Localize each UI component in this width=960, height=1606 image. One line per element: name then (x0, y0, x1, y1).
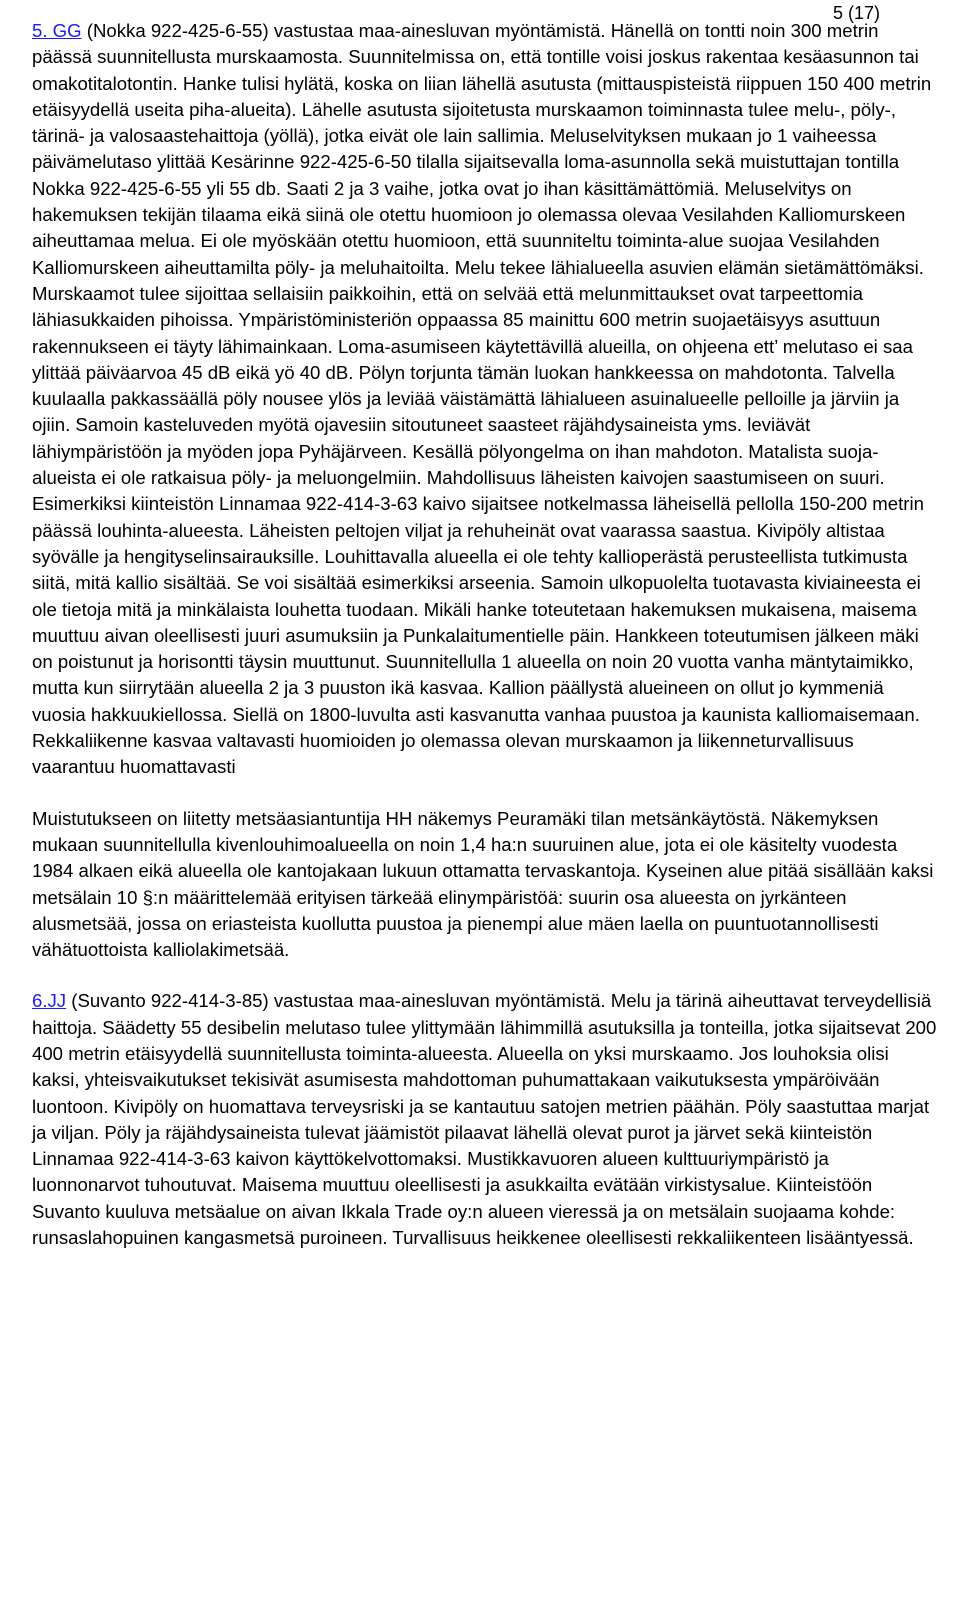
paragraph-text: (Nokka 922-425-6-55) vastustaa maa-ainesluvan myöntämistä. Hänellä on tontti noin 300 metrin päässä suunnitellusta murskaamosta. Suunnitelmissa on, että tontille voisi joskus rakentaa kesäasunnon tai omakotitalotontin. Hanke tulisi hylätä, koska on liian lähellä asutusta (mittauspisteistä riippuen 150 400 metrin etäisyydellä useita piha-alueita). Lähelle asutusta sijoitetusta murskaamon toiminnasta tulee melu-, pöly-, tärinä- ja valosaastehaittoja (yöllä), jotka eivät ole lain sallimia. Meluselvityksen mukaan jo 1 vaiheessa päivämelutaso ylittää Kesärinne 922-425-6-50 tilalla sijaitsevalla loma-asunnolla sekä muistuttajan tontilla Nokka 922-425-6-55 yli 55 db. Saati 2 ja 3 vaihe, jotka ovat jo ihan käsittämättömiä. Meluselvitys on hakemuksen tekijän tilaama eikä siinä ole otettu huomioon jo olemassa olevaa Vesilahden Kalliomurskeen aiheuttamaa melua. Ei ole myöskään otettu huomioon, että suunniteltu toiminta-alue suojaa Vesilahden Kalliomurskeen aiheuttamilta pöly- ja meluhaitoilta. Melu tekee lähialueella asuvien elämän sietämättömäksi. Murskaamot tulee sijoittaa sellaisiin paikkoihin, että on selvää että melunmittaukset ovat tarpeettomia lähiasukkaiden pihoissa. Ympäristöministeriön oppaassa 85 mainittu 600 metrin suojaetäisyys asuttuun rakennukseen ei täyty lähimainkaan. Loma-asumiseen käytettävillä alueilla, on ohjeena ett’ melutaso ei saa ylittää päiväarvoa 45 dB eikä yö 40 dB. Pölyn torjunta tämän luokan hankkeessa on mahdotonta. Talvella kuulaalla pakkassäällä pöly nousee ylös ja leviää väistämättä lähialueen asuinalueelle pelloille ja järviin ja ojiin. Samoin kasteluveden myötä ojavesiin sitoutuneet saasteet räjähdysaineista yms. leviävät lähiympäristöön ja myöden jopa Pyhäjärveen. Kesällä pölyongelma on ihan mahdoton. Matalista suoja-alueista ei ole ratkaisua pöly- ja meluongelmiin. Mahdollisuus läheisten kaivojen saastumiseen on suuri. Esimerkiksi kiinteistön Linnamaa 922-414-3-63 kaivo sijaitsee notkelmassa läheisellä pellolla 150-200 metrin päässä louhinta-alueesta. Läheisten peltojen viljat ja rehuheinät ovat vaarassa saastua. Kivipöly altistaa syövälle ja hengityselinsairauksille. Louhittavalla alueella ei ole tehty kallioperästä perusteellista tutkimusta siitä, mitä kallio sisältää. Se voi sisältää esimerkiksi arseenia. Samoin ulkopuolelta tuotavasta kiviaineesta ei ole tietoja mitä ja minkälaista louhetta tuodaan. Mikäli hanke toteutetaan hakemuksen mukaisena, maisema muuttuu aivan oleellisesti juuri asumuksiin ja Punkalaitumentielle päin. Hankkeen toteutumisen jälkeen mäki on poistunut ja horisontti täysin muuttunut. Suunnitellulla 1 alueella on noin 20 vuotta vanha mäntytaimikko, mutta kun siirrytään alueella 2 ja 3 puuston ikä kasvaa. Kallion päällystä alueineen on ollut jo kymmeniä vuosia hakkuukiellossa. Siellä on 1800-luvulta asti kasvanutta vanhaa puustoa ja kaunista kalliomaisemaan. Rekkaliikenne kasvaa valtavasti huomioiden jo olemassa olevan murskaamon ja liikenneturvallisuus vaarantuu huomattavasti (32, 20, 932, 778)
page-number: 5 (17) (832, 3, 880, 23)
paragraph-text: (Suvanto 922-414-3-85) vastustaa maa-ainesluvan myöntämistä. Melu ja tärinä aiheuttavat terveydellisiä haittoja. Säädetty 55 desibelin melutaso tulee ylittymään lähimmillä asutuksilla ja tonteilla, jotka sijaitsevat 200 400 metrin etäisyydellä suunnitellusta toiminta-alueesta. Alueella on yksi murskaamo. Jos louhoksia olisi kaksi, yhteisvaikutukset tekisivät asumisesta mahdottoman puhumattakaan vaikutuksesta ympäröivään luontoon. Kivipöly on huomattava terveysriski ja se kantautuu satojen metrien päähän. Pöly saastuttaa marjat ja viljan. Pöly ja räjähdysaineista tulevat jäämistöt pilaavat lähellä olevat purot ja järvet sekä kiinteistön Linnamaa 922-414-3-63 kaivon käyttökelvottomaksi. Mustikkavuoren alueen kulttuuriympäristö ja luonnonarvot tuhoutuvat. Maisema muuttuu oleellisesti ja asukkailta evätään virkistysalue. Kiinteistöön Suvanto kuuluva metsäalue on aivan Ikkala Trade oy:n alueen vieressä ja on metsälain suojaama kohde: runsaslahopuinen kangasmetsä puroineen. Turvallisuus heikkenee oleellisesti rekkaliikenteen lisääntyessä. (32, 990, 937, 1249)
paragraph-forestry-statement (32, 806, 937, 964)
document-body (32, 18, 937, 1251)
paragraph-text: Muistutukseen on liitetty metsäasiantuntija HH näkemys Peuramäki tilan metsänkäytöstä. Näkemyksen mukaan suunnitellulla kivenlouhimoalueella on noin 1,4 ha:n suuruinen alue, jota ei ole käsitelty vuodesta 1984 alkaen eikä alueella ole kantojakaan lukuun ottamatta tervaskantoja. Kyseinen alue pitää sisällään kaksi metsälain 10 §:n määrittelemää erityisen tärkeää elinympäristöä: suurin osa alueesta on jyrkänteen alusmetsää, jossa on eriasteista kuollutta puustoa ja pienempi alue mäen laella on puuntuotannollisesti vähätuottoista kalliolakimetsää. (32, 807, 934, 961)
paragraph-objection-6 (32, 988, 937, 1251)
objector-reference-link[interactable]: 6.JJ (32, 990, 67, 1012)
paragraph-objection-5 (32, 18, 937, 781)
objector-reference-link[interactable]: 5. GG (32, 20, 82, 41)
